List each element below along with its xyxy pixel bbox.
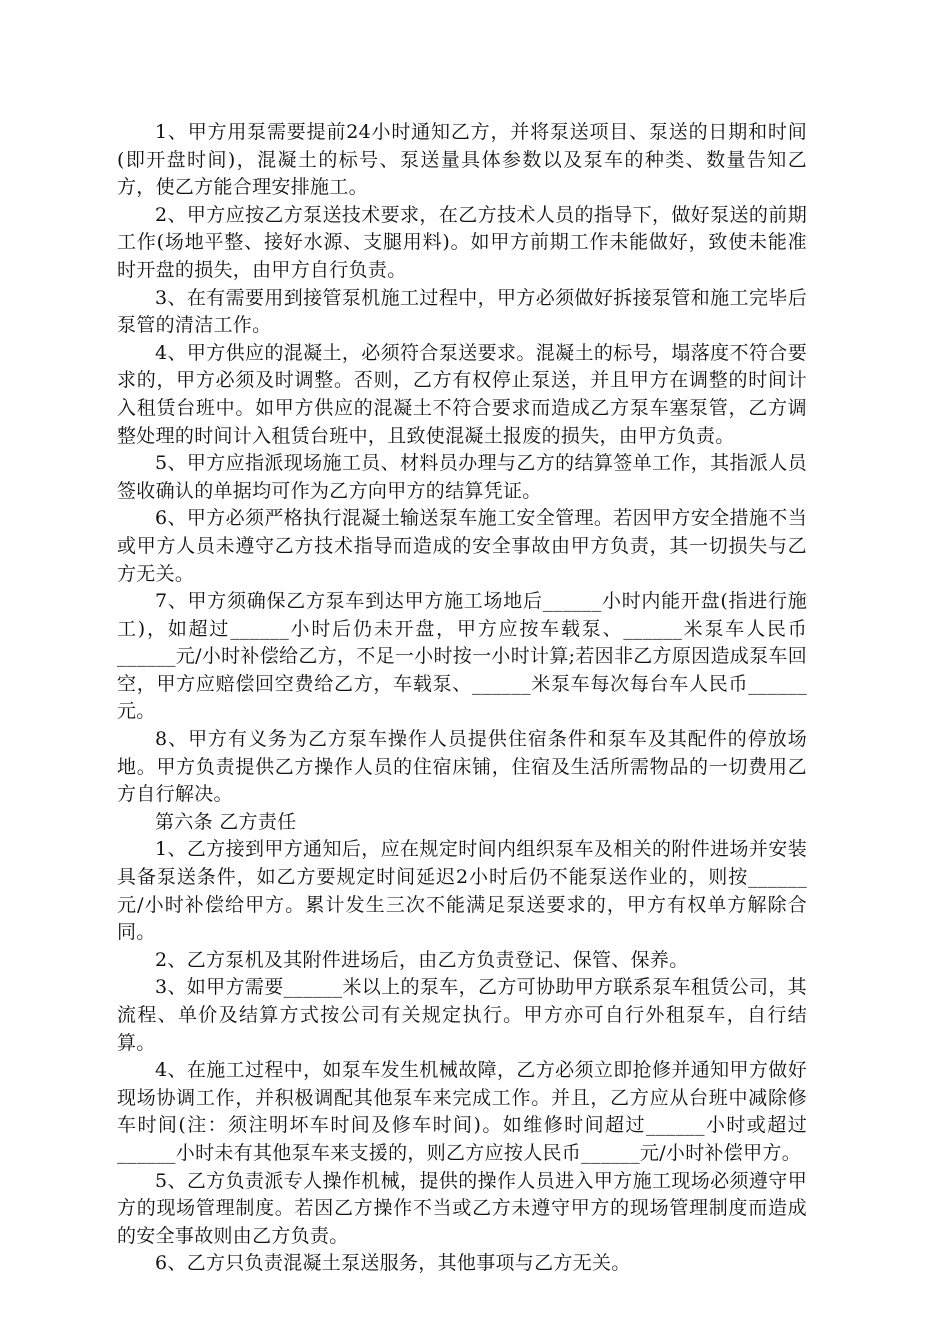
clause-b-2: 2、乙方泵机及其附件进场后，由乙方负责登记、保管、保养。 bbox=[155, 948, 689, 971]
clause-b-4: 4、在施工过程中，如泵车发生机械故障，乙方必须立即抢修并通知甲方做好现场协调工作，并积极调配其他泵车来完成工作。并且，乙方应从台班中减除修车时间(注：须注明坏车时间及修车时间)。如维修时间超过______小时或超过______小时未有其他泵车来支援的，则乙方应按人民币______元/小时补偿甲方。 bbox=[117, 1059, 807, 1164]
document-body bbox=[117, 119, 807, 1278]
clause-a-4: 4、甲方供应的混凝土，必须符合泵送要求。混凝土的标号，塌落度不符合要求的，甲方必须及时调整。否则，乙方有权停止泵送，并且甲方在调整的时间计入租赁台班中。如甲方供应的混凝土不符合要求而造成乙方泵车塞泵管，乙方调整处理的时间计入租赁台班中，且致使混凝土报废的损失，由甲方负责。 bbox=[117, 341, 807, 447]
clause-a-6: 6、甲方必须严格执行混凝土输送泵车施工安全管理。若因甲方安全措施不当或甲方人员未遵守乙方技术指导而造成的安全事故由甲方负责，其一切损失与乙方无关。 bbox=[117, 507, 807, 585]
clause-a-5: 5、甲方应指派现场施工员、材料员办理与乙方的结算签单工作，其指派人员签收确认的单据均可作为乙方向甲方的结算凭证。 bbox=[117, 452, 807, 502]
clause-b-1: 1、乙方接到甲方通知后，应在规定时间内组织泵车及相关的附件进场并安装具备泵送条件，如乙方要规定时间延迟2小时后仍不能泵送作业的，则按______元/小时补偿给甲方。累计发生三次不能满足泵送要求的，甲方有权单方解除合同。 bbox=[117, 838, 807, 944]
clause-a-2: 2、甲方应按乙方泵送技术要求，在乙方技术人员的指导下，做好泵送的前期工作(场地平整、接好水源、支腿用料)。如甲方前期工作未能做好，致使未能准时开盘的损失，由甲方自行负责。 bbox=[117, 203, 807, 281]
section-heading: 第六条 乙方责任 bbox=[155, 810, 297, 833]
clause-a-8: 8、甲方有义务为乙方泵车操作人员提供住宿条件和泵车及其配件的停放场地。甲方负责提供乙方操作人员的住宿床铺，住宿及生活所需物品的一切费用乙方自行解决。 bbox=[117, 728, 807, 806]
clause-b-3: 3、如甲方需要______米以上的泵车，乙方可协助甲方联系泵车租赁公司，其流程、单价及结算方式按公司有关规定执行。甲方亦可自行外租泵车，自行结算。 bbox=[117, 976, 807, 1054]
clause-b-5: 5、乙方负责派专人操作机械，提供的操作人员进入甲方施工现场必须遵守甲方的现场管理制度。若因乙方操作不当或乙方未遵守甲方的现场管理制度而造成的安全事故则由乙方负责。 bbox=[117, 1169, 807, 1247]
clause-a-7: 7、甲方须确保乙方泵车到达甲方施工场地后______小时内能开盘(指进行施工)，如超过______小时后仍未开盘，甲方应按车载泵、______米泵车人民币______元/小时补偿给乙方，不足一小时按一小时计算;若因非乙方原因造成泵车回空，甲方应赔偿回空费给乙方，车载泵、______米泵车每次每台车人民币______元。 bbox=[117, 590, 807, 723]
clause-a-3: 3、在有需要用到接管泵机施工过程中，甲方必须做好拆接泵管和施工完毕后泵管的清洁工作。 bbox=[117, 286, 807, 337]
clause-a-1: 1、甲方用泵需要提前24小时通知乙方，并将泵送项目、泵送的日期和时间(即开盘时间)，混凝土的标号、泵送量具体参数以及泵车的种类、数量告知乙方，使乙方能合理安排施工。 bbox=[117, 121, 807, 199]
clause-b-6: 6、乙方只负责混凝土泵送服务，其他事项与乙方无关。 bbox=[155, 1252, 631, 1275]
